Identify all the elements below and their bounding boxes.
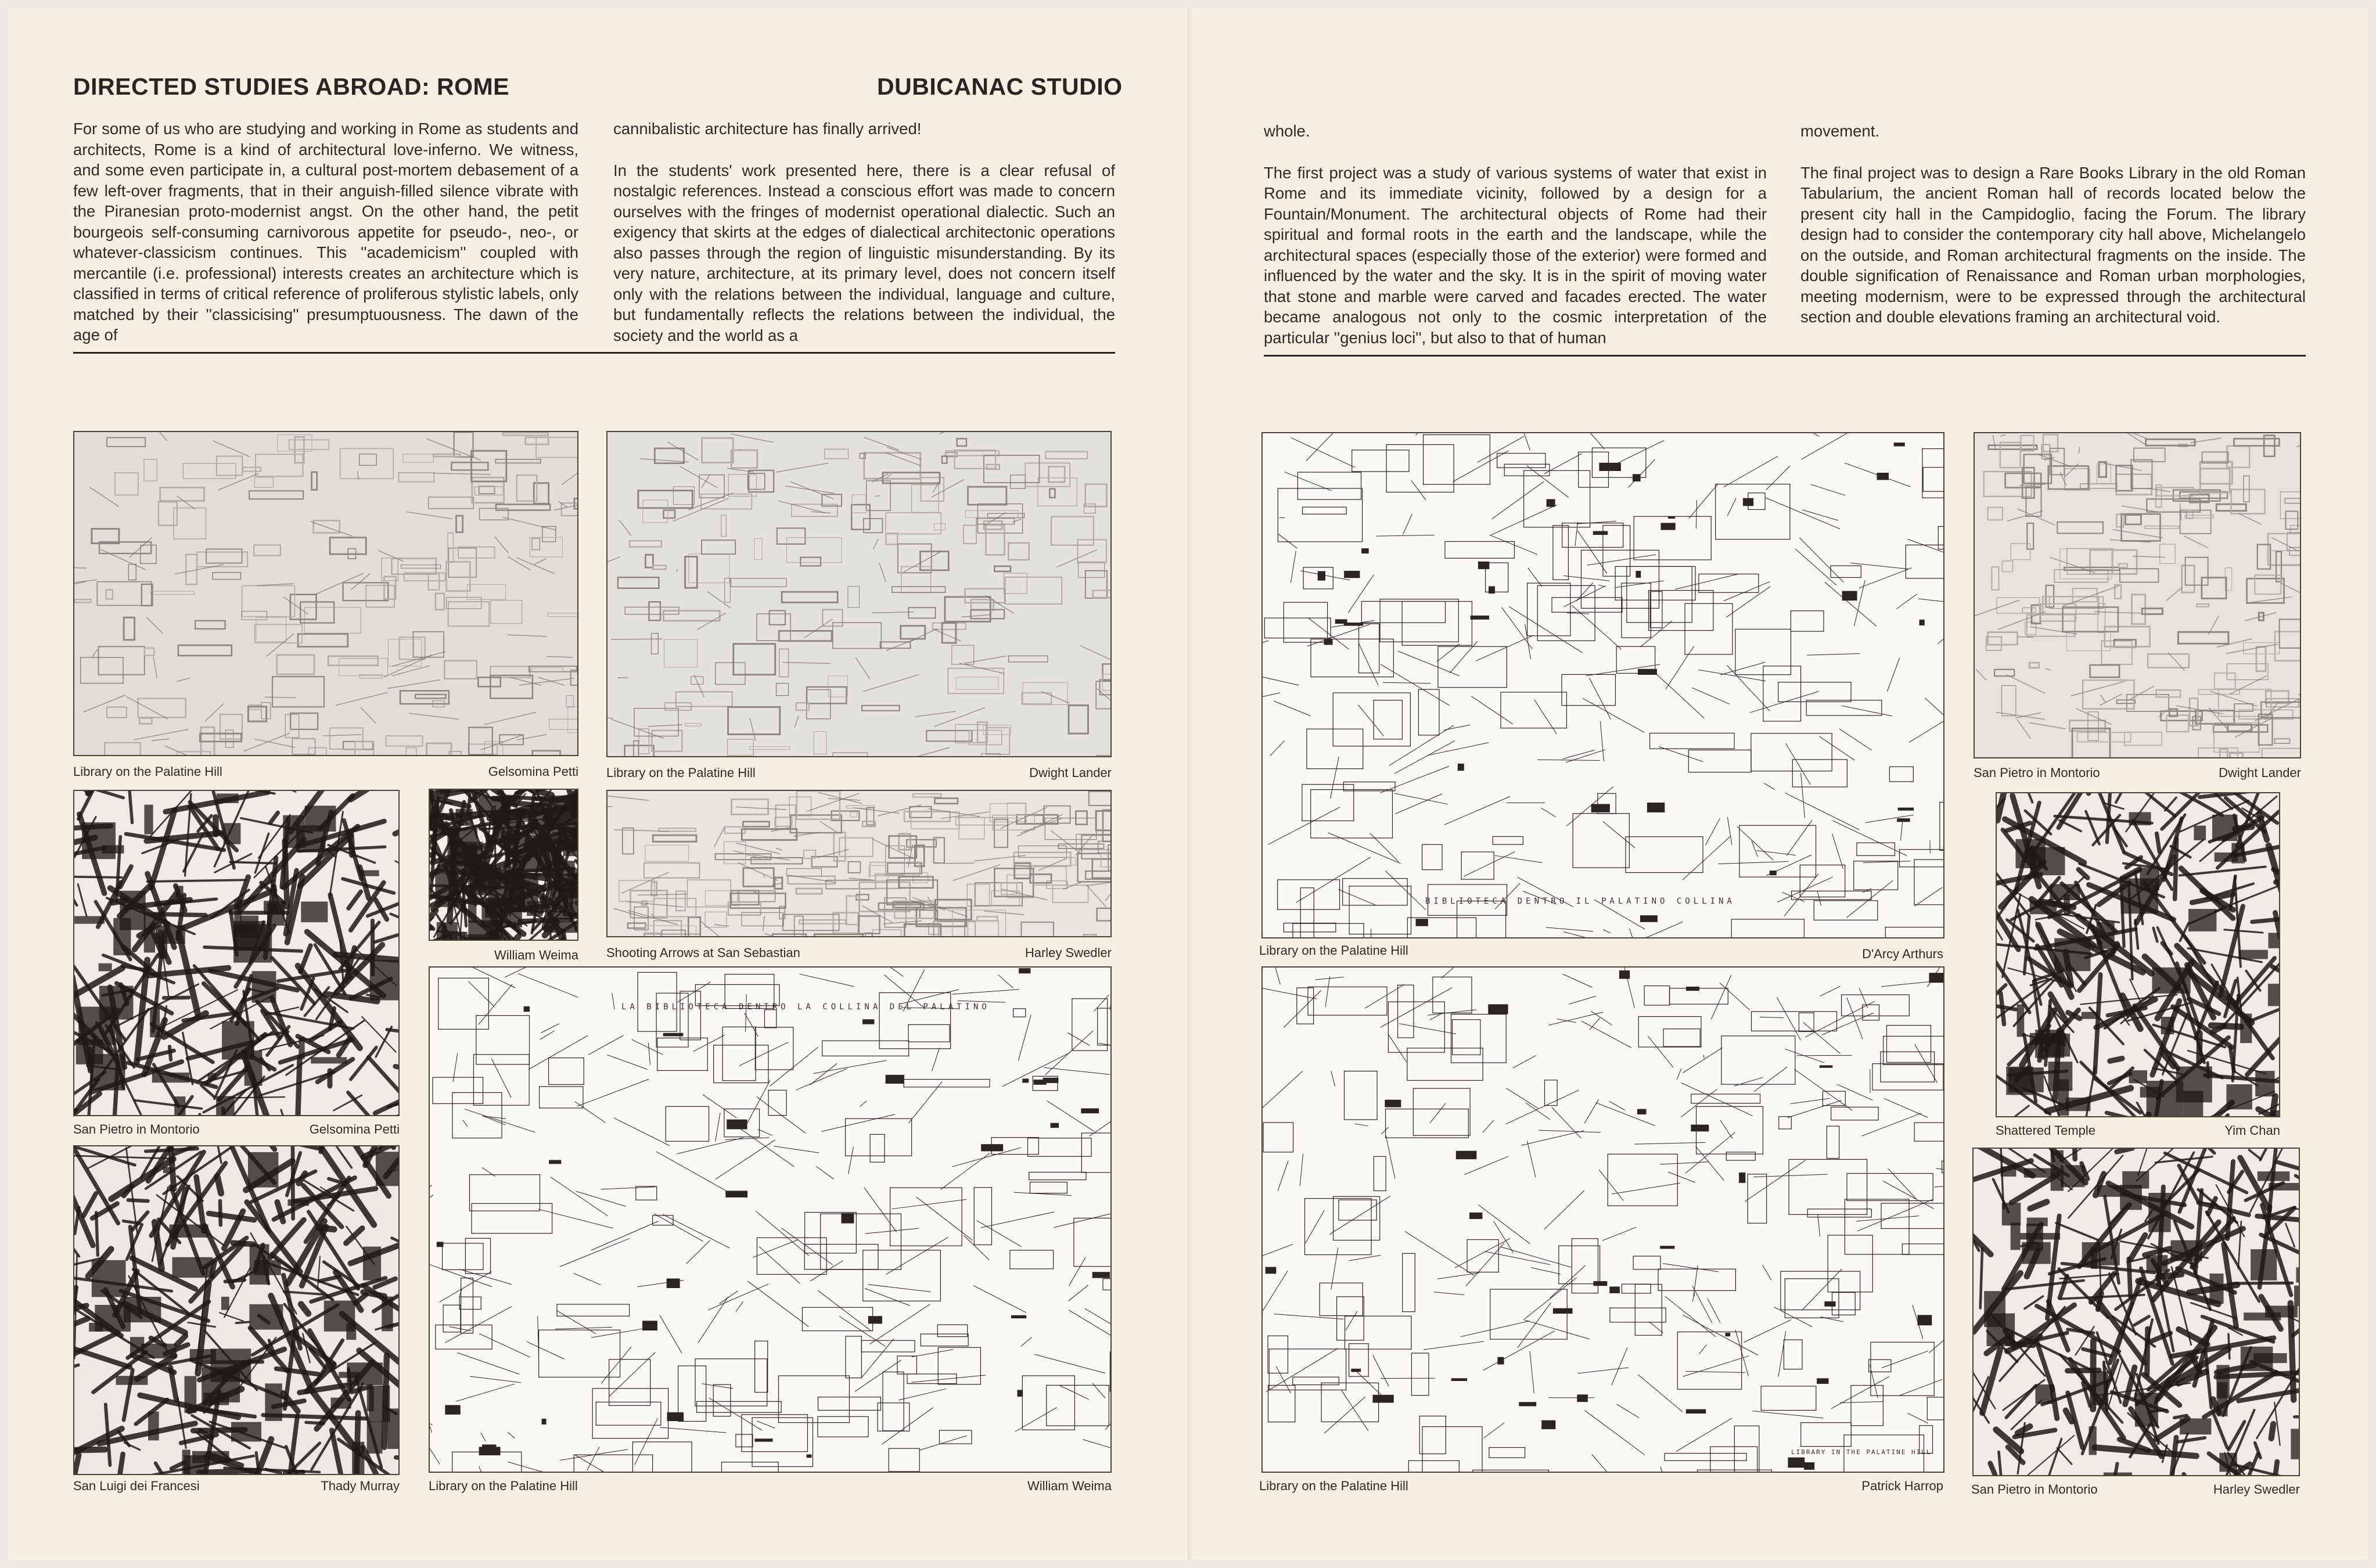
- figure-caption-title: Shooting Arrows at San Sebastian: [606, 945, 800, 960]
- drawing-artwork: [608, 432, 1110, 756]
- figure-shooting-arrows-swedler: [606, 790, 1112, 937]
- paragraph: In the students' work presented here, there is a clear refusal of nostalgic references. Instead a conscious effort was made to concern ourselves with the fringes of modernist operational dialectic. Such an exigency that skirts at the edges of dialectical architectonic operations also passes through the region of linguistic misunderstanding. By its very nature, architecture, at its primary level, does not concern itself only with the relations between the individual, language and culture, but fundamentally reflects the relations between the individual, the society and the world as a: [613, 161, 1115, 344]
- figure-san-pietro-petti: [73, 790, 400, 1116]
- figure-caption-title: San Pietro in Montorio: [73, 1122, 200, 1137]
- figure-caption-author: Harley Swedler: [2213, 1482, 2300, 1497]
- drawing-artwork: [1975, 433, 2300, 757]
- page-title-left: DIRECTED STUDIES ABROAD: ROME: [73, 73, 509, 100]
- figure-caption-author: Harley Swedler: [1025, 945, 1112, 960]
- figure-caption-author: Thady Murray: [321, 1479, 400, 1493]
- figure-san-pietro-lander: [1974, 432, 2301, 758]
- drawing-artwork: [74, 1146, 398, 1474]
- drawing-artwork: [74, 791, 398, 1115]
- figure-caption-author: Gelsomina Petti: [309, 1122, 400, 1137]
- figure-caption-author: Patrick Harrop: [1861, 1479, 1943, 1493]
- figure-caption-author: Dwight Lander: [2219, 765, 2301, 780]
- figure-library-palatine-lander: [606, 431, 1112, 757]
- figure-caption-title: Library on the Palatine Hill: [606, 765, 756, 780]
- drawing-label: LIBRARY IN THE PALATINE HILL: [1791, 1448, 1932, 1456]
- figure-caption-author: D'Arcy Arthurs: [1862, 947, 1943, 961]
- drawing-artwork: [608, 791, 1110, 936]
- figure-caption-title: San Pietro in Montorio: [1971, 1482, 2098, 1497]
- figure-caption-title: Shattered Temple: [1996, 1123, 2096, 1138]
- figure-caption-title: Library on the Palatine Hill: [73, 764, 222, 779]
- figure-caption-author: Yim Chan: [2224, 1123, 2280, 1138]
- drawing-artwork: [74, 432, 577, 755]
- drawing-artwork: [1997, 793, 2279, 1116]
- drawing-artwork: [1263, 433, 1943, 937]
- figure-caption-title: San Luigi dei Francesi: [73, 1479, 200, 1493]
- figure-library-palatine-harrop: [1261, 966, 1944, 1473]
- figure-weima-panels: [429, 789, 578, 941]
- drawing-label: LA BIBLIOTECA DENTRO LA COLLINA DEL PALATINO: [621, 1002, 990, 1012]
- figure-san-pietro-swedler: [1972, 1148, 2300, 1476]
- figure-library-palatine-weima: [429, 966, 1112, 1473]
- paragraph: movement.: [1800, 122, 1880, 140]
- paragraph: The first project was a study of various systems of water that exist in Rome and its immediate vicinity, followed by a design for a Fountain/Monument. The architectural objects of Rome had their spiritual and formal roots in the earth and the landscape, while the architectural spaces (especially those of the exterior) were formed and influenced by the water and the sky. It is in the spirit of moving water that stone and marble were carved and facades erected. The water became analogous not only to the cosmic interpretation of the particular ''genius loci'', but also to that of human: [1264, 163, 1767, 347]
- text-column-4: [1800, 121, 2306, 328]
- figure-caption-author: William Weima: [494, 948, 578, 962]
- text-column-2: [613, 118, 1115, 346]
- rule-right: [1264, 355, 2306, 357]
- figure-caption-title: Library on the Palatine Hill: [1259, 943, 1408, 958]
- figure-caption-title: Library on the Palatine Hill: [429, 1479, 578, 1493]
- figure-caption-author: Dwight Lander: [1029, 765, 1112, 780]
- figure-caption-author: Gelsomina Petti: [488, 764, 578, 779]
- paragraph: whole.: [1264, 122, 1310, 140]
- drawing-artwork: [1974, 1149, 2299, 1475]
- rule-left: [73, 352, 1115, 354]
- figure-caption-title: San Pietro in Montorio: [1974, 765, 2100, 780]
- figure-shattered-temple-chan: [1996, 792, 2280, 1117]
- page-title-right: DUBICANAC STUDIO: [877, 73, 1123, 100]
- paragraph: The final project was to design a Rare Books Library in the old Roman Tabularium, the ancient Roman hall of records located below the present city hall in the Campidoglio, facing the Forum. The library design had to consider the contemporary city hall above, Michelangelo on the outside, and Roman architectural fragments on the inside. The double signification of Renaissance and Roman urban morphologies, meeting modernism, were to be expressed through the architectural section and double elevations framing an architectural void.: [1800, 163, 2306, 326]
- text-column-1: [73, 118, 578, 346]
- figure-library-palatine-petti: [73, 431, 578, 756]
- drawing-artwork: [1263, 968, 1943, 1472]
- figure-caption-title: Library on the Palatine Hill: [1259, 1479, 1408, 1493]
- paragraph: For some of us who are studying and working in Rome as students and architects, Rome is a kind of architectural love-inferno. We witness, and some even participate in, a cultural post-mortem debasement of a few left-over fragments, that in their anguish-filled silence vibrate with the Piranesian proto-modernist angst. On the other hand, the petit bourgeois self-consuming carnivorous appetite for pseudo-, neo-, or whatever-classicism continues. This ''academicism'' coupled with mercantile (i.e. professional) interests creates an architecture which is classified in terms of critical reference of proliferous stylistic labels, only matched by their ''classicising'' presumptuousness. The dawn of the age of: [73, 120, 578, 344]
- text-column-3: [1264, 121, 1767, 348]
- figure-san-luigi-murray: [73, 1145, 400, 1475]
- figure-library-palatine-arthurs: [1261, 432, 1944, 938]
- drawing-artwork: [430, 790, 577, 940]
- drawing-label: BIBLIOTECA DENTRO IL PALATINO COLLINA: [1425, 897, 1735, 906]
- paragraph: cannibalistic architecture has finally arrived!: [613, 120, 922, 138]
- drawing-artwork: [430, 968, 1110, 1472]
- figure-caption-author: William Weima: [1027, 1479, 1112, 1493]
